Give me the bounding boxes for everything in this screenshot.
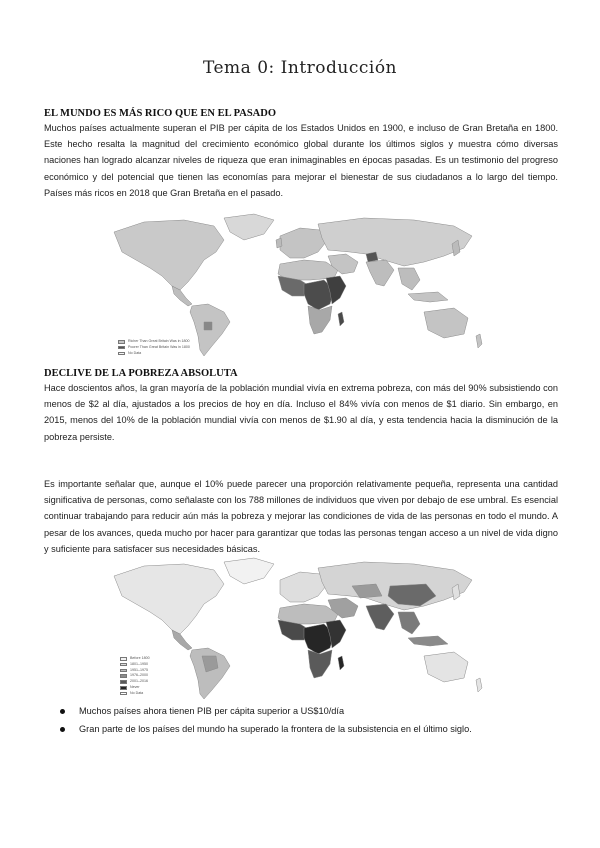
legend-label: 1801–1950 [130, 661, 148, 666]
section-paragraph-wealth: Muchos países actualmente superan el PIB per cápita de los Estados Unidos en 1900, e incluso de Gran Bretaña en 1800. Este hecho resalta la magnitud del crecimiento económico global durante los últimos siglos y muestra cómo diversas naciones han logrado alcanzar niveles de riqueza que eran inimaginables en épocas pasadas. Es un testimonio del progreso económico y del potencial que tienen las economías para mejorar el bienestar de sus ciudadanos a lo largo del tiempo. Países más ricos en 2018 que Gran Bretaña en el pasado. [44, 123, 558, 198]
map-southern-africa [308, 306, 332, 334]
map-australia [424, 652, 468, 682]
map-australia [424, 308, 468, 338]
map-europe [280, 228, 326, 258]
legend-swatch [120, 680, 127, 684]
map-southern-africa [308, 650, 332, 678]
map-afghanistan [366, 252, 378, 262]
map-greenland [224, 214, 274, 240]
legend-swatch [120, 674, 127, 678]
bullet-dot-icon [60, 709, 65, 714]
map-central-america [172, 286, 192, 306]
map-madagascar [338, 656, 344, 670]
legend-label: 1976–2000 [130, 673, 148, 678]
legend-item [120, 691, 150, 697]
map-southeast-asia [398, 268, 420, 290]
list-item [60, 702, 560, 720]
legend-label: No Data [130, 690, 144, 695]
map-north-africa [278, 260, 338, 280]
legend-swatch [120, 692, 127, 696]
map-greenland [224, 558, 274, 584]
map-south-asia [366, 260, 394, 286]
map-bolivia [204, 322, 212, 330]
legend-label: 1951–1975 [130, 667, 148, 672]
map-legend-poverty [120, 656, 150, 697]
map-south-america [190, 648, 230, 699]
section-paragraph-poverty-2: Es importante señalar que, aunque el 10% puede parecer una proporción relativamente pequeña, representa una cantidad significativa de personas, como señalaste con los 788 millones de individuos que viven por debajo de ese umbral. Es esencial continuar trabajando para reducir aún más la pobreza y mejorar las condiciones de vida de las personas en todo el mundo. A pesar de los avances, queda mucho por hacer para garantizar que todas las personas tengan acceso a un nivel de vida digno y suficiente para satisfacer sus necesidades básicas. [44, 479, 558, 554]
section-paragraph-poverty: Hace doscientos años, la gran mayoría de la población mundial vivía en extrema pobreza, con más del 90% subsistiendo con menos de $2 al día, ajustados a los precios de hoy en día. Incluso el 84% vivía con menos de $1 diario. Sin embargo, en 2015, menos del 10% de la población mundial vivía con menos de $1.90 al día, y esta tendencia hacia la disminución de la pobreza persiste. [44, 383, 558, 442]
legend-swatch [120, 663, 127, 667]
world-map-wealth [104, 210, 496, 360]
map-legend-wealth [118, 339, 190, 356]
legend-swatch [118, 346, 125, 350]
legend-swatch [120, 669, 127, 673]
map-south-asia [366, 604, 394, 630]
legend-label: Richer Than Great Britain Was in 1800 [128, 339, 190, 343]
legend-label: No Data [128, 350, 142, 355]
map-europe [280, 572, 326, 602]
map-north-america [114, 564, 224, 634]
bullet-dot-icon [60, 727, 65, 732]
map-indonesia [408, 636, 448, 646]
legend-swatch [118, 340, 125, 344]
map-southeast-asia [398, 612, 420, 634]
section-heading-wealth: EL MUNDO ES MÁS RICO QUE EN EL PASADO [44, 108, 277, 119]
map-north-america [114, 220, 224, 290]
bullet-list [60, 702, 560, 738]
world-map-poverty [106, 556, 496, 701]
section-heading-poverty: DECLIVE DE LA POBREZA ABSOLUTA [44, 368, 238, 379]
page-title: Tema 0: Introducción [202, 58, 398, 78]
legend-swatch [120, 686, 127, 690]
map-new-zealand [476, 678, 482, 692]
map-north-africa [278, 604, 338, 624]
map-uk [276, 238, 282, 248]
list-item [60, 720, 560, 738]
legend-swatch [120, 657, 127, 661]
map-central-america [172, 630, 192, 650]
legend-label: Never [130, 684, 140, 689]
map-indonesia [408, 292, 448, 302]
legend-item [118, 351, 190, 357]
map-new-zealand [476, 334, 482, 348]
legend-swatch [118, 352, 125, 356]
list-item-text: Muchos países ahora tienen PIB per cápita superior a US$10/día [79, 706, 345, 716]
legend-label: 2001–2016 [130, 679, 148, 684]
map-madagascar [338, 312, 344, 326]
list-item-text: Gran parte de los países del mundo ha superado la frontera de la subsistencia en el último siglo. [79, 724, 472, 734]
legend-label: Poorer Than Great Britain Was in 1800 [128, 344, 190, 349]
legend-label: Before 1800 [130, 656, 150, 660]
